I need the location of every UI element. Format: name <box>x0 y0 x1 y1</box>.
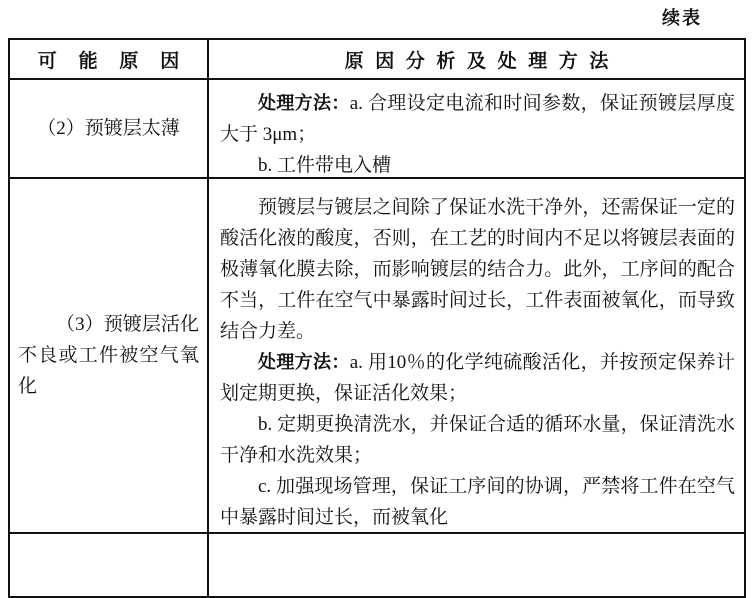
analysis-text: b. 工件带电入槽 <box>258 155 392 176</box>
table-row-partial <box>10 534 744 596</box>
analysis-text: c. 加强现场管理，保证工序间的协调，严禁将工件在空气中暴露时间过长，而被氧化 <box>220 476 735 528</box>
cause-text: （3）预镀层活化不良或工件被空气氧化 <box>18 314 199 397</box>
analysis-paragraph <box>220 347 735 409</box>
method-label: 处理方法： <box>258 352 350 372</box>
cause-cell <box>10 80 209 177</box>
analysis-paragraph <box>220 409 735 471</box>
analysis-text: 预镀层与镀层之间除了保证水洗干净外，还需保证一定的酸活化液的酸度，否则，在工艺的时间内不足以将镀层表面的极薄氧化膜去除，而影响镀层的结合力。此外，工序间的配合不当，工件在空气中暴露时间过长，工件表面被氧化，而导致结合力差。 <box>220 197 735 342</box>
analysis-cell <box>209 80 744 177</box>
continued-table-label: 续表 <box>662 8 702 28</box>
analysis-text: a. 用10％的化学纯硫酸活化，并按预定保养计划定期更换，保证活化效果； <box>220 352 736 404</box>
analysis-text: a. 合理设定电流和时间参数，保证预镀层厚度大于 3μm； <box>220 93 736 145</box>
header-cell-cause: 可 能 原 因 <box>10 40 209 78</box>
cause-cell <box>10 179 209 532</box>
table-row <box>10 80 744 179</box>
analysis-paragraph <box>220 150 735 181</box>
method-label: 处理方法： <box>258 93 350 113</box>
cause-cell-empty <box>10 534 209 596</box>
analysis-paragraph <box>220 471 735 533</box>
troubleshooting-table <box>8 38 746 598</box>
header-cell-analysis: 原 因 分 析 及 处 理 方 法 <box>344 50 612 72</box>
table-header-row <box>10 40 744 80</box>
analysis-cell <box>209 179 744 532</box>
table-row <box>10 179 744 534</box>
analysis-text: b. 定期更换清洗水，并保证合适的循环水量，保证清洗水干净和水洗效果； <box>220 414 735 466</box>
analysis-paragraph <box>220 192 735 347</box>
analysis-cell-empty <box>209 534 744 596</box>
analysis-paragraph <box>220 88 735 150</box>
cause-text: （2）预镀层太薄 <box>37 118 180 139</box>
